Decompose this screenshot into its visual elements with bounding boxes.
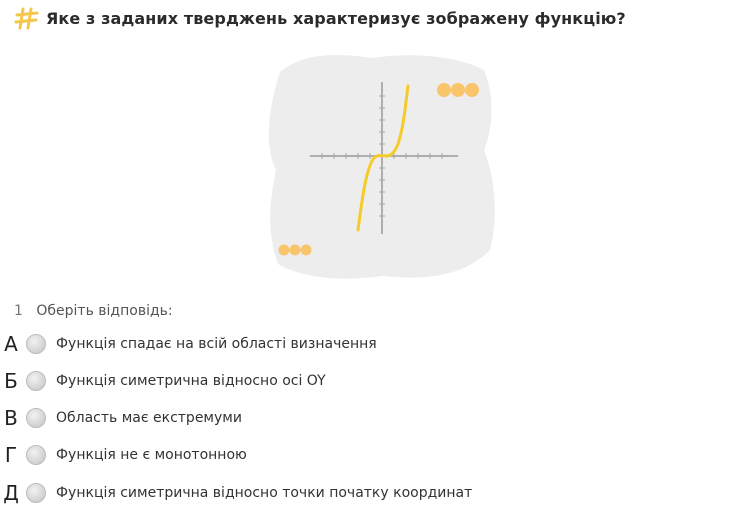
option-letter: В <box>4 406 18 430</box>
answer-prompt <box>14 303 173 319</box>
option-label[interactable]: Функція симетрична відносно точки початку координат <box>56 485 473 501</box>
hash-icon <box>14 6 40 30</box>
option-letter: А <box>4 332 18 356</box>
decorative-dots-bottom <box>279 245 312 256</box>
option-label[interactable]: Функція спадає на всій області визначення <box>56 336 377 352</box>
answer-option-v[interactable] <box>0 404 242 432</box>
decorative-dots-top <box>437 83 479 97</box>
option-label[interactable]: Функція симетрична відносно осі OY <box>56 373 326 389</box>
answer-option-g[interactable] <box>0 441 247 469</box>
question-header <box>14 6 626 30</box>
radio-button[interactable] <box>26 334 46 354</box>
radio-button[interactable] <box>26 483 46 503</box>
option-letter: Д <box>3 481 19 505</box>
radio-button[interactable] <box>26 371 46 391</box>
answer-option-b[interactable] <box>0 367 326 395</box>
radio-button[interactable] <box>26 445 46 465</box>
function-graph-image <box>262 50 498 282</box>
question-title: Яке з заданих тверджень характеризує зображену функцію? <box>46 8 626 28</box>
option-letter: Б <box>4 369 18 393</box>
question-number: 1 <box>14 303 23 319</box>
answer-prompt-label: Оберіть відповідь: <box>36 303 173 319</box>
answer-option-a[interactable] <box>0 330 377 358</box>
option-letter: Г <box>4 443 18 467</box>
option-label[interactable]: Функція не є монотонною <box>56 447 247 463</box>
answer-option-d[interactable] <box>0 479 472 507</box>
radio-button[interactable] <box>26 408 46 428</box>
option-label[interactable]: Область має екстремуми <box>56 410 242 426</box>
